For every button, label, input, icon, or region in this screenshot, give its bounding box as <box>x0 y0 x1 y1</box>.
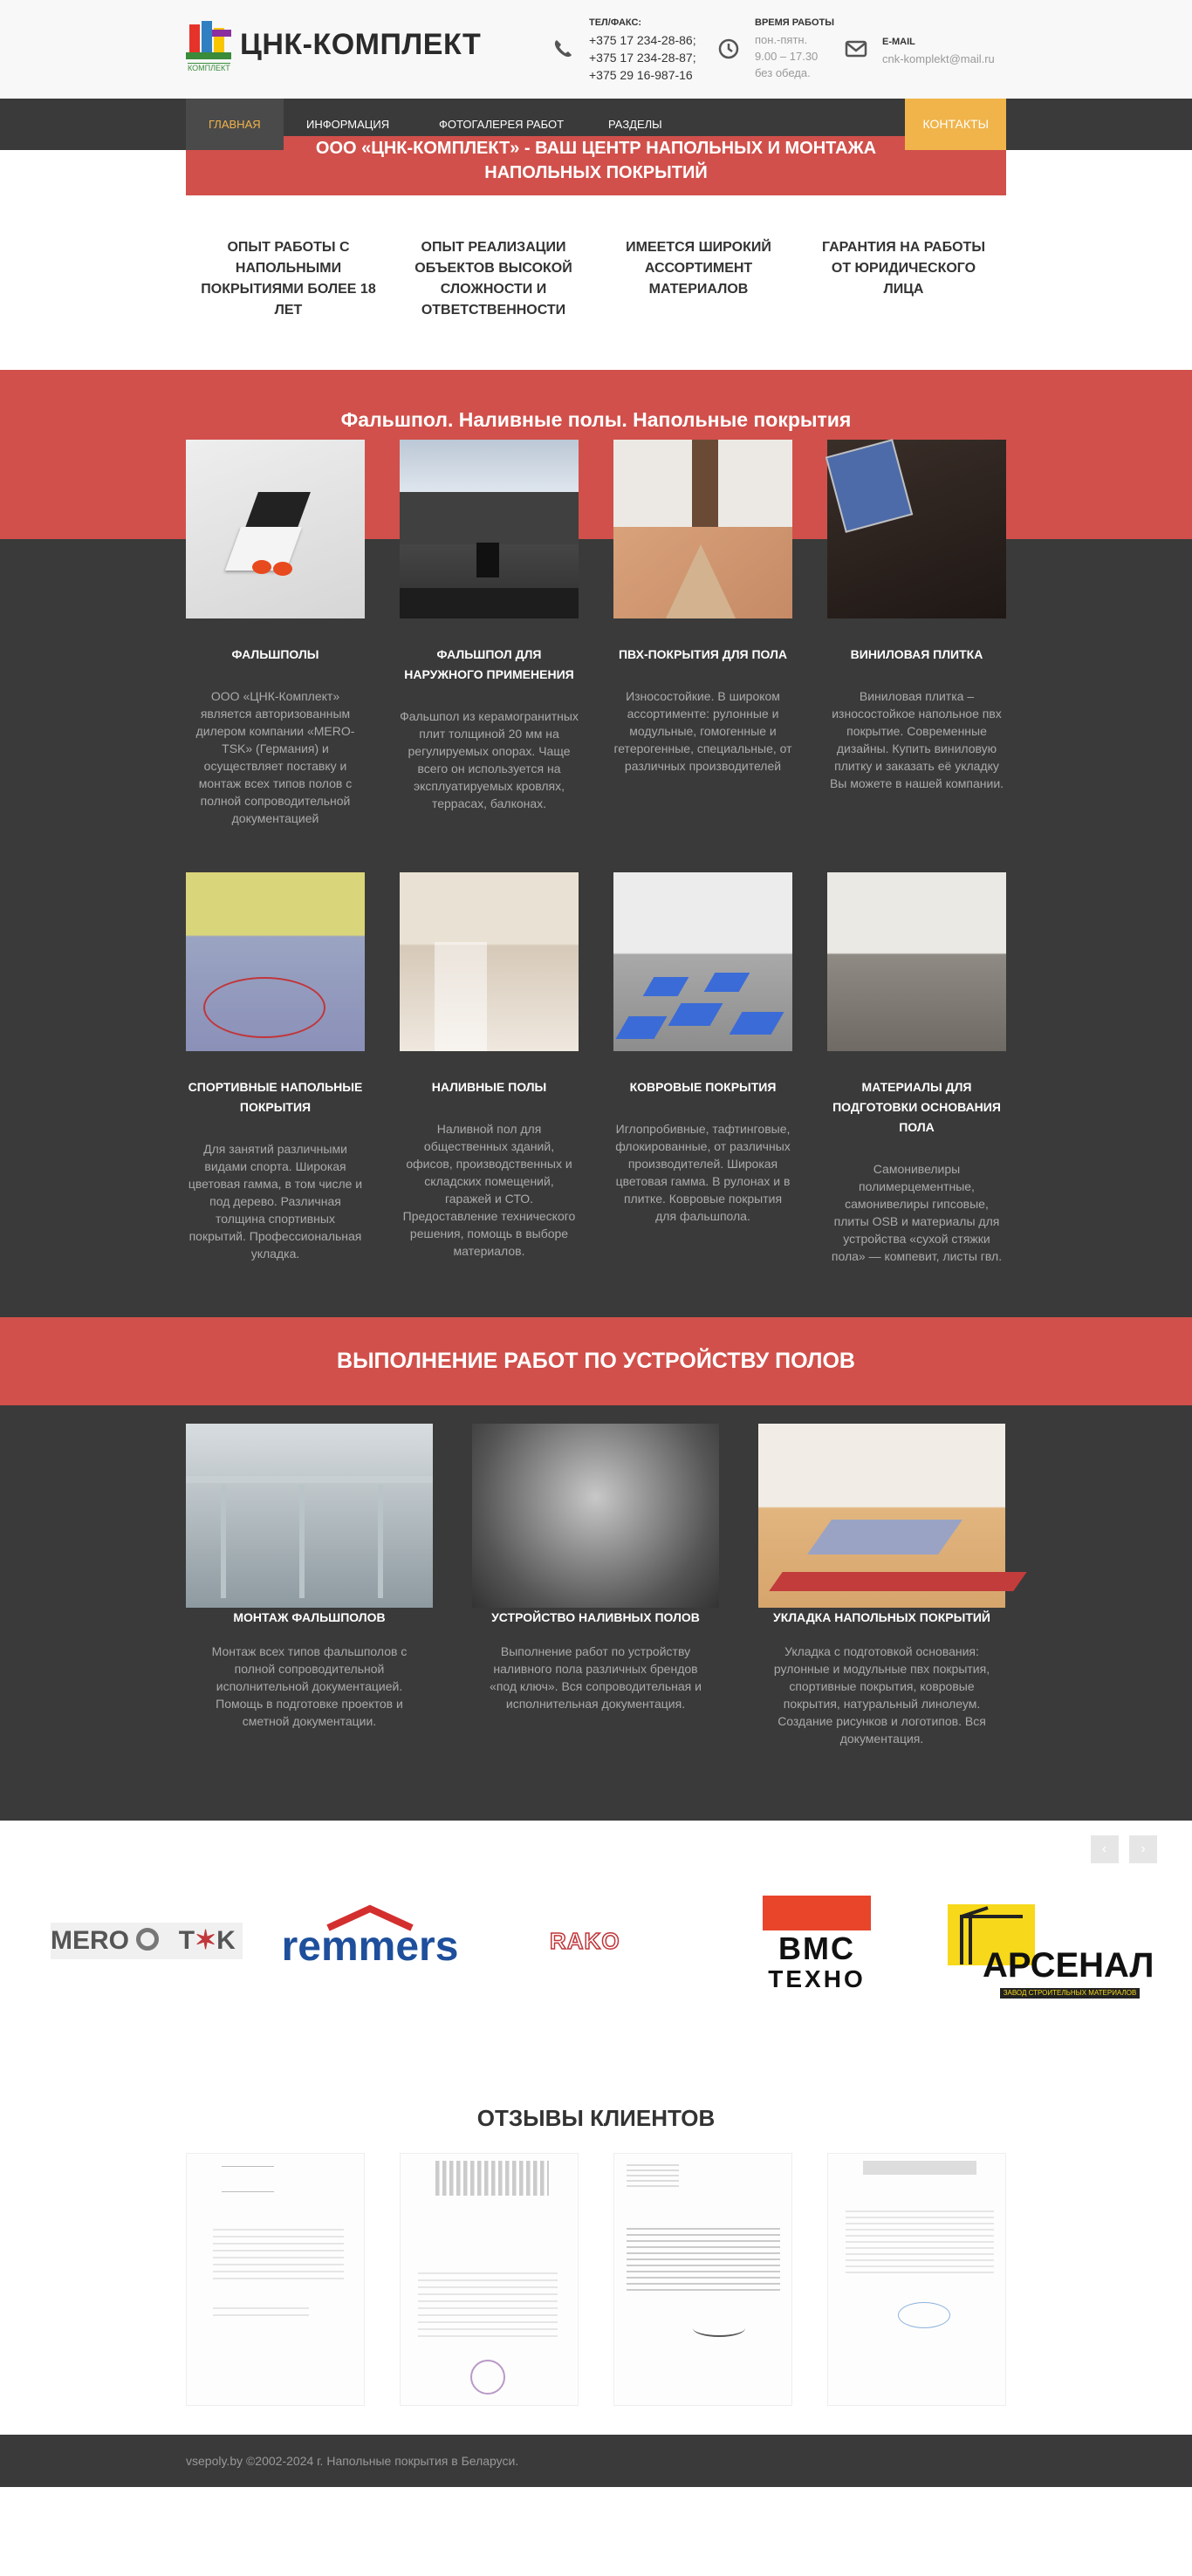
footer <box>0 2435 1192 2487</box>
brand-logo-remmers[interactable] <box>276 1902 464 1975</box>
envelope-icon <box>844 37 868 61</box>
work-image[interactable] <box>472 1424 719 1608</box>
brands-carousel <box>0 1821 1192 2086</box>
work-image[interactable] <box>758 1424 1005 1608</box>
product-title: КОВРОВЫЕ ПОКРЫТИЯ <box>629 1080 777 1094</box>
brand-arsenal-sub: ЗАВОД СТРОИТЕЛЬНЫХ МАТЕРИАЛОВ <box>1000 1988 1140 1999</box>
product-card[interactable] <box>613 440 792 775</box>
product-text: Иглопробивные, тафтинговые, флокированные, от различных производителей. Широкая цветовая гамма. В рулонах и в плитке. Ковровые покрытия для фальшпола. <box>615 1122 791 1223</box>
work-title: УКЛАДКА НАПОЛЬНЫХ ПОКРЫТИЙ <box>772 1610 990 1624</box>
product-title: СПОРТИВНЫЕ НАПОЛЬНЫЕ ПОКРЫТИЯ <box>188 1080 363 1114</box>
brand-arsenal-text: АРСЕНАЛ <box>983 1946 1154 1985</box>
feature-item: ОПЫТ РЕАЛИЗАЦИИ ОБЪЕКТОВ ВЫСОКОЙ СЛОЖНОСТИ И ОТВЕТСТВЕННОСТИ <box>414 240 572 318</box>
nav-item-info[interactable]: ИНФОРМАЦИЯ <box>306 118 390 131</box>
phone-3[interactable]: +375 29 16-987-16 <box>589 68 693 82</box>
hero-banner-text: ООО «ЦНК-КОМПЛЕКТ» - ВАШ ЦЕНТР НАПОЛЬНЫХ И МОНТАЖА НАПОЛЬНЫХ ПОКРЫТИЙ <box>315 139 877 182</box>
phone-1[interactable]: +375 17 234-28-86; <box>589 33 696 47</box>
product-image[interactable] <box>186 440 365 618</box>
header <box>0 0 1192 99</box>
review-document[interactable] <box>827 2153 1006 2406</box>
work-title: МОНТАЖ ФАЛЬШПОЛОВ <box>233 1610 386 1624</box>
hours-label: ВРЕМЯ РАБОТЫ <box>755 17 835 28</box>
brand-logo-arsenal[interactable] <box>948 1904 1154 2000</box>
feature-item: ИМЕЕТСЯ ШИРОКИЙ АССОРТИМЕНТ МАТЕРИАЛОВ <box>626 240 771 297</box>
works-heading <box>0 1317 1192 1405</box>
product-image[interactable] <box>400 440 579 618</box>
hours-note: без обеда. <box>755 66 811 79</box>
features <box>186 237 1006 370</box>
product-text: Самонивелиры полимерцементные, самонивелиры гипсовые, плиты OSB и материалы для устройства «сухой стяжки пола» — компевит, листы гвл. <box>831 1162 1003 1263</box>
work-title: УСТРОЙСТВО НАЛИВНЫХ ПОЛОВ <box>491 1610 700 1624</box>
feature-item: ГАРАНТИЯ НА РАБОТЫ ОТ ЮРИДИЧЕСКОГО ЛИЦА <box>822 240 985 297</box>
product-image[interactable] <box>400 872 579 1051</box>
product-card[interactable] <box>186 872 365 1262</box>
product-text: ООО «ЦНК-Комплект» является авторизованным дилером компании «MERO-TSK» (Германия) и осуществляет поставку и монтаж всех типов полов с полной сопроводительной документацией <box>195 689 355 825</box>
brand-tsk-k: K <box>216 1926 236 1955</box>
brand-tsk-star-icon: ✶ <box>195 1926 217 1955</box>
product-card[interactable] <box>613 872 792 1225</box>
product-text: Износостойкие. В широком ассортименте: рулонные и модульные, гомогенные и гетерогенные, специальные, от различных производителей <box>613 689 792 773</box>
brand-logo-mero[interactable] <box>51 1902 243 1975</box>
hours-time: 9.00 – 17.30 <box>755 50 819 63</box>
product-text: Фальшпол из керамогранитных плит толщиной 20 мм на регулируемых опорах. Чаще всего он используется на эксплуатируемых кровлях, террасах, балконах. <box>400 709 579 810</box>
product-text: Наливной пол для общественных зданий, офисов, производственных и складских помещений, гаражей и СТО. Предоставление технического решения, помощь в выборе материалов. <box>402 1122 576 1258</box>
logo[interactable] <box>186 19 509 77</box>
nav-contacts-button[interactable]: КОНТАКТЫ <box>905 99 1006 150</box>
footer-copyright: vsepoly.by ©2002-2024 г. Напольные покрытия в Беларуси. <box>186 2454 519 2468</box>
product-text: Виниловая плитка – износостойкое напольное пвх покрытие. Современные дизайны. Купить виниловую плитку и заказать её укладку Вы можете в нашей компании. <box>829 689 1004 790</box>
product-card[interactable] <box>400 440 579 812</box>
product-card[interactable] <box>827 872 1006 1265</box>
product-title: МАТЕРИАЛЫ ДЛЯ ПОДГОТОВКИ ОСНОВАНИЯ ПОЛА <box>832 1080 1001 1134</box>
product-title: ФАЛЬШПОЛЫ <box>231 647 319 661</box>
brand-mero-gear-icon <box>136 1928 159 1951</box>
brand-logo-rako[interactable] <box>541 1902 646 1975</box>
clock-icon <box>716 37 741 61</box>
logo-subtext: КОМПЛЕКТ <box>188 64 230 72</box>
hours-days: пон.-пятн. <box>755 33 808 46</box>
work-text: Выполнение работ по устройству наливного пола различных брендов «под ключ». Вся сопроводительная и исполнительная документация. <box>490 1644 702 1711</box>
phone-2[interactable]: +375 17 234-28-87; <box>589 51 696 65</box>
product-image[interactable] <box>613 440 792 618</box>
work-image[interactable] <box>186 1424 433 1608</box>
brand-remmers-text: remmers <box>281 1923 459 1970</box>
product-title: ВИНИЛОВАЯ ПЛИТКА <box>850 647 983 661</box>
product-card[interactable] <box>186 440 365 827</box>
work-text: Монтаж всех типов фальшполов с полной сопроводительной исполнительной документацией. Помощь в подготовке проектов и сметной документации. <box>211 1644 408 1728</box>
products-section <box>0 370 1192 1317</box>
phone-label: ТЕЛ/ФАКС: <box>589 17 642 28</box>
review-document[interactable] <box>186 2153 365 2406</box>
product-title: ФАЛЬШПОЛ ДЛЯ НАРУЖНОГО ПРИМЕНЕНИЯ <box>404 647 574 681</box>
product-image[interactable] <box>613 872 792 1051</box>
email-link[interactable]: cnk-komplekt@mail.ru <box>882 52 995 65</box>
phone-icon <box>551 37 575 61</box>
product-title: НАЛИВНЫЕ ПОЛЫ <box>431 1080 547 1094</box>
feature-item: ОПЫТ РАБОТЫ С НАПОЛЬНЫМИ ПОКРЫТИЯМИ БОЛЕЕ 18 ЛЕТ <box>201 240 376 318</box>
brand-rako-text: RAKO <box>550 1928 620 1954</box>
brand-tsk-t: T <box>178 1926 195 1955</box>
main-nav <box>0 99 1192 150</box>
brand-logo-bmc[interactable] <box>759 1896 874 2004</box>
product-image[interactable] <box>186 872 365 1051</box>
carousel-prev-button[interactable]: ‹ <box>1091 1835 1119 1863</box>
review-document[interactable] <box>400 2153 579 2406</box>
product-title: ПВХ-ПОКРЫТИЯ ДЛЯ ПОЛА <box>618 647 788 661</box>
work-card[interactable] <box>186 1424 433 1730</box>
nav-item-home[interactable]: ГЛАВНАЯ <box>186 99 284 150</box>
work-text: Укладка с подготовкой основания: рулонные и модульные пвх покрытия, спортивные покрытия, ковровые покрытия, натуральный линолеум. Создание рисунков и логотипов. Вся документация. <box>773 1644 990 1746</box>
product-image[interactable] <box>827 440 1006 618</box>
product-card[interactable] <box>827 440 1006 792</box>
product-image[interactable] <box>827 872 1006 1051</box>
work-card[interactable] <box>758 1424 1005 1747</box>
reviews-title: ОТЗЫВЫ КЛИЕНТОВ <box>476 2105 716 2131</box>
works-title: ВЫПОЛНЕНИЕ РАБОТ ПО УСТРОЙСТВУ ПОЛОВ <box>337 1349 855 1373</box>
brand-mero-word: MERO <box>51 1926 129 1955</box>
works-section <box>0 1405 1192 1821</box>
nav-item-gallery[interactable]: ФОТОГАЛЕРЕЯ РАБОТ <box>439 118 565 131</box>
product-card[interactable] <box>400 872 579 1260</box>
email-label: E-MAIL <box>882 37 915 47</box>
brand-bmc-top: ВМС <box>778 1930 855 1966</box>
reviews-section <box>0 2086 1192 2435</box>
brand-bmc-bottom: ТЕХНО <box>768 1965 866 1992</box>
review-document[interactable] <box>613 2153 792 2406</box>
work-card[interactable] <box>472 1424 719 1712</box>
carousel-next-button[interactable]: › <box>1129 1835 1157 1863</box>
nav-item-sections[interactable]: РАЗДЕЛЫ <box>608 118 662 131</box>
logo-text: ЦНК-КОМПЛЕКТ <box>240 28 482 61</box>
product-text: Для занятий различными видами спорта. Широкая цветовая гамма, в том числе и под дерево. Различная толщина спортивных покрытий. Профессиональная укладка. <box>188 1142 363 1261</box>
products-title: Фальшпол. Наливные полы. Напольные покрытия <box>340 408 852 431</box>
